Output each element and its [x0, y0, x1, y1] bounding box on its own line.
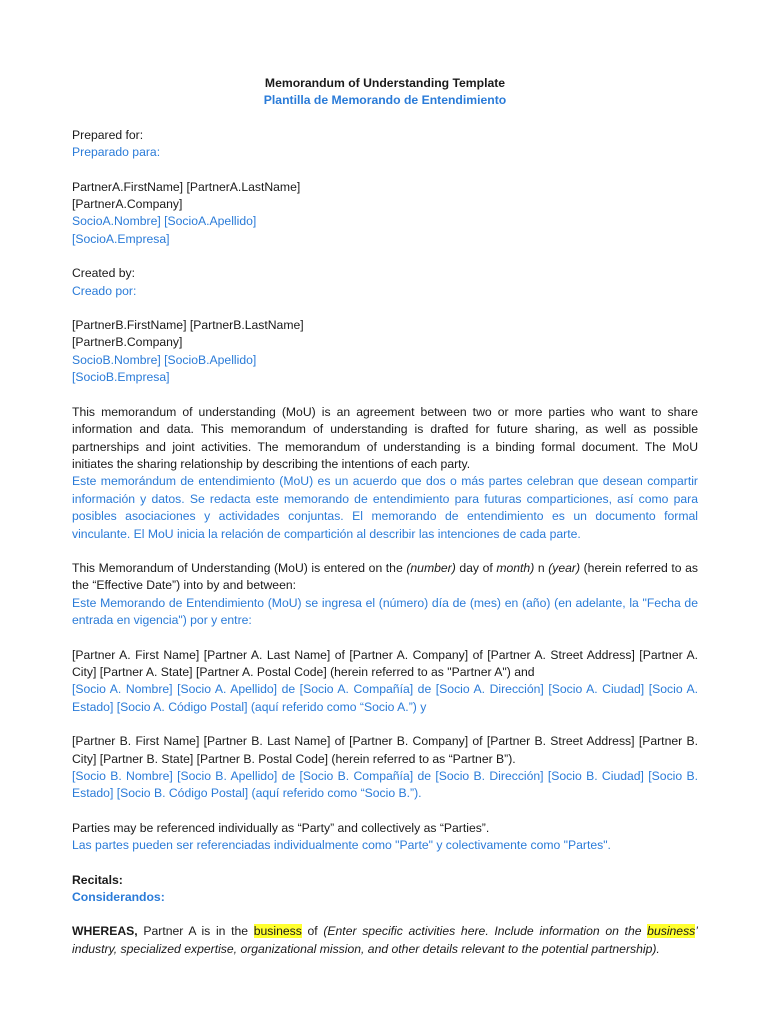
title-spanish: Plantilla de Memorando de Entendimiento — [263, 93, 507, 108]
socio-b-company: [SocioB.Empresa] — [72, 370, 170, 385]
effective-date-text-4: (herein referred to as the “Effective Date”) into by and between: — [72, 560, 698, 593]
whereas-instruction-1: (Enter specific activities here. Include information on the — [323, 924, 648, 939]
party-b-paragraph-es: [Socio B. Nombre] [Socio B. Apellido] de [Socio B. Compañía] de [Socio B. Dirección] [Socio B. Ciudad] [Socio B. Estado] [Socio B. Código Postal] (aquí referido como “Socio B.”). — [72, 769, 698, 801]
partner-b-name: [PartnerB.FirstName] [PartnerB.LastName] — [72, 318, 304, 333]
recitals-heading-es: Considerandos: — [72, 890, 165, 905]
intro-paragraph-es: Este memorándum de entendimiento (MoU) es un acuerdo que dos o más partes celebran que desean compartir información y datos. Se redacta este memorando de entendimiento para futuras comparticiones, así como para posibles asociaciones y actividades conjuntas. El memorando de entendimiento es un documento formal vinculante. El MoU inicia la relación de compartición al describir las intenciones de cada parte. — [72, 474, 698, 541]
socio-a-company: [SocioA.Empresa] — [72, 231, 170, 246]
parties-paragraph-es: Las partes pueden ser referenciadas individualmente como "Parte" y colectivamente como "Partes". — [72, 838, 611, 853]
document-body — [72, 75, 698, 958]
whereas-clause — [72, 923, 698, 958]
month-placeholder: month) — [496, 560, 535, 575]
created-by-label-es: Creado por: — [72, 283, 137, 298]
partner-a-company: [PartnerA.Company] — [72, 197, 183, 212]
recitals-heading: Recitals: — [72, 872, 123, 887]
partner-a-name: PartnerA.FirstName] [PartnerA.LastName] — [72, 179, 301, 194]
effective-date-text-2: day of — [455, 560, 497, 575]
effective-date-paragraph-es: Este Memorando de Entendimiento (MoU) se ingresa el (número) día de (mes) en (año) (en adelante, la "Fecha de entrada en vigencia") por y entre: — [72, 595, 698, 628]
partner-b-company: [PartnerB.Company] — [72, 335, 183, 350]
created-by-label: Created by: — [72, 266, 136, 281]
prepared-for-label: Prepared for: — [72, 127, 144, 142]
prepared-for-label-es: Preparado para: — [72, 145, 161, 160]
highlighted-business-2: business — [647, 924, 696, 939]
highlighted-business-1: business — [253, 924, 302, 939]
intro-paragraph: This memorandum of understanding (MoU) is an agreement between two or more parties who want to share information and data. This memorandum of understanding is drafted for future sharing, as well as possible partnerships and joint activities. The memorandum of understanding is a binding formal document. The MoU initiates the sharing relationship by describing the intentions of each party. — [72, 404, 698, 471]
parties-paragraph: Parties may be referenced individually as “Party” and collectively as “Parties”. — [72, 820, 490, 835]
whereas-lead: WHEREAS, — [72, 924, 138, 939]
effective-date-text-3: n — [534, 560, 549, 575]
title-english: Memorandum of Understanding Template — [264, 76, 506, 90]
whereas-text-2: of — [301, 924, 324, 939]
effective-date-paragraph — [72, 560, 698, 595]
number-placeholder: (number) — [406, 560, 456, 575]
socio-a-name: SocioA.Nombre] [SocioA.Apellido] — [72, 214, 257, 229]
socio-b-name: SocioB.Nombre] [SocioB.Apellido] — [72, 352, 257, 367]
whereas-instruction-2: ’ industry, specialized expertise, organizational mission, and other details relevant to the potential partnership). — [72, 924, 698, 956]
effective-date-text-1: This Memorandum of Understanding (MoU) is entered on the — [72, 560, 407, 575]
party-a-paragraph-es: [Socio A. Nombre] [Socio A. Apellido] de [Socio A. Compañía] de [Socio A. Dirección] [Socio A. Ciudad] [Socio A. Estado] [Socio A. Código Postal] (aquí referido como “Socio A.”) y — [72, 682, 698, 714]
party-b-paragraph: [Partner B. First Name] [Partner B. Last Name] of [Partner B. Company] of [Partner B. Street Address] [Partner B. City] [Partner B. State] [Partner B. Postal Code] (herein referred to as “Partner B”). — [72, 734, 698, 766]
party-a-paragraph: [Partner A. First Name] [Partner A. Last Name] of [Partner A. Company] of [Partner A. Street Address] [Partner A. City] [Partner A. State] [Partner A. Postal Code] (herein referred to as "Partner A") and — [72, 647, 698, 679]
whereas-text-1: Partner A is in the — [137, 924, 254, 939]
year-placeholder: (year) — [548, 560, 581, 575]
